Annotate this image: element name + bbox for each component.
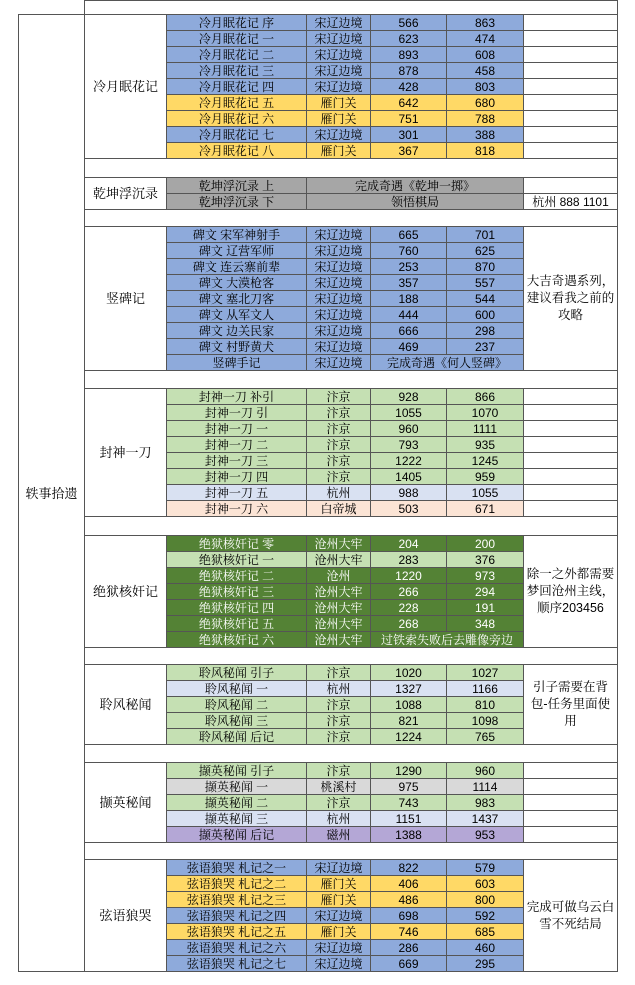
entry-y: 1070 [446,404,524,421]
entry-y: 458 [446,62,524,79]
entry-x: 1055 [370,404,447,421]
entry-name: 弦语狼哭 札记之五 [166,923,307,940]
entry-y: 1437 [446,810,524,827]
entry-name: 绝狱核奸记 二 [166,567,307,584]
entry-name: 弦语狼哭 札记之三 [166,891,307,908]
entry-name: 封神一刀 六 [166,500,307,517]
entry-place: 沧州大牢 [306,631,371,648]
header-blank-row [84,0,618,15]
group-note: 除一之外都需要梦回沧州主线，顺序203456 [523,535,618,648]
note-cell [523,142,618,159]
entry-place: 汴京 [306,728,371,745]
entry-x: 822 [370,859,447,876]
entry-x: 988 [370,484,447,501]
entry-y: 603 [446,875,524,892]
entry-x: 1220 [370,567,447,584]
entry-y: 788 [446,110,524,127]
note-cell [523,484,618,501]
separator-row [84,842,618,860]
entry-place: 磁州 [306,826,371,843]
entry-place: 桃溪村 [306,778,371,795]
entry-y: 959 [446,468,524,485]
entry-name: 碑文 从军文人 [166,306,307,323]
entry-x: 1224 [370,728,447,745]
group-label: 撷英秘闻 [84,762,167,843]
entry-y: 863 [446,14,524,31]
note-cell [523,810,618,827]
entry-extra: 杭州 888 1101 [523,193,618,210]
entry-y: 1111 [446,420,524,437]
entry-x: 1222 [370,452,447,469]
note-cell [523,46,618,63]
separator-row [84,370,618,389]
entry-y: 608 [446,46,524,63]
entry-place: 汴京 [306,468,371,485]
entry-place: 宋辽边境 [306,126,371,143]
entry-name: 撷英秘闻 后记 [166,826,307,843]
note-cell [523,78,618,95]
entry-y: 671 [446,500,524,517]
entry-name: 撷英秘闻 引子 [166,762,307,779]
entry-x: 286 [370,939,447,956]
entry-x: 1020 [370,664,447,681]
entry-place: 沧州大牢 [306,535,371,552]
root-label: 轶事拾遗 [18,14,85,972]
entry-x: 1388 [370,826,447,843]
separator-row [84,209,618,227]
note-cell [523,388,618,405]
entry-x: 301 [370,126,447,143]
entry-place: 汴京 [306,420,371,437]
entry-place: 雁门关 [306,142,371,159]
entry-x: 793 [370,436,447,453]
entry-place: 汴京 [306,436,371,453]
entry-name: 封神一刀 四 [166,468,307,485]
entry-x: 698 [370,907,447,924]
entry-name: 弦语狼哭 札记之七 [166,955,307,972]
entry-place: 汴京 [306,712,371,729]
entry-place: 宋辽边境 [306,14,371,31]
entry-y: 348 [446,615,524,632]
entry-x: 743 [370,794,447,811]
entry-place: 汴京 [306,388,371,405]
entry-place: 汴京 [306,762,371,779]
entry-place: 杭州 [306,484,371,501]
entry-y: 544 [446,290,524,307]
entry-place: 宋辽边境 [306,226,371,243]
entry-name: 碑文 大漠枪客 [166,274,307,291]
entry-name: 封神一刀 一 [166,420,307,437]
entry-x: 1405 [370,468,447,485]
entry-name: 冷月眠花记 三 [166,62,307,79]
entry-place: 宋辽边境 [306,78,371,95]
group-note: 完成可做乌云白雪不死结局 [523,859,618,972]
entry-name: 聆风秘闻 二 [166,696,307,713]
entry-y: 1245 [446,452,524,469]
entry-name: 封神一刀 三 [166,452,307,469]
entry-name: 乾坤浮沉录 下 [166,193,307,210]
entry-x: 751 [370,110,447,127]
entry-x: 266 [370,583,447,600]
entry-y: 191 [446,599,524,616]
entry-y: 600 [446,306,524,323]
entry-y: 701 [446,226,524,243]
entry-name: 冷月眠花记 一 [166,30,307,47]
entry-place: 宋辽边境 [306,258,371,275]
entry-y: 1027 [446,664,524,681]
entry-name: 聆风秘闻 后记 [166,728,307,745]
entry-name: 弦语狼哭 札记之六 [166,939,307,956]
note-cell [523,762,618,779]
entry-place: 汴京 [306,696,371,713]
entry-place: 雁门关 [306,110,371,127]
entry-name: 弦语狼哭 札记之四 [166,907,307,924]
note-cell [523,452,618,469]
entry-y: 685 [446,923,524,940]
entry-y: 460 [446,939,524,956]
note-cell [523,500,618,517]
entry-name: 撷英秘闻 二 [166,794,307,811]
entry-place: 宋辽边境 [306,338,371,355]
entry-name: 撷英秘闻 一 [166,778,307,795]
entry-place: 宋辽边境 [306,955,371,972]
entry-y: 1098 [446,712,524,729]
entry-x: 268 [370,615,447,632]
note-cell [523,404,618,421]
entry-place: 宋辽边境 [306,46,371,63]
entry-y: 388 [446,126,524,143]
note-cell [523,94,618,111]
entry-merged: 完成奇遇《何人竖碑》 [370,354,524,371]
entry-name: 碑文 辽营军师 [166,242,307,259]
entry-name: 碑文 村野黄犬 [166,338,307,355]
entry-place: 宋辽边境 [306,306,371,323]
entry-place: 宋辽边境 [306,242,371,259]
entry-place: 雁门关 [306,875,371,892]
separator-row [84,516,618,536]
entry-x: 642 [370,94,447,111]
note-cell [523,778,618,795]
entry-name: 冷月眠花记 序 [166,14,307,31]
entry-name: 弦语狼哭 札记之一 [166,859,307,876]
note-cell [523,177,618,194]
entry-y: 973 [446,567,524,584]
entry-x: 623 [370,30,447,47]
entry-y: 237 [446,338,524,355]
entry-x: 486 [370,891,447,908]
entry-name: 冷月眠花记 七 [166,126,307,143]
entry-name: 乾坤浮沉录 上 [166,177,307,194]
entry-name: 聆风秘闻 三 [166,712,307,729]
note-cell [523,420,618,437]
entry-place: 宋辽边境 [306,354,371,371]
group-label: 弦语狼哭 [84,859,167,972]
entry-place: 汴京 [306,404,371,421]
entry-name: 碑文 边关民家 [166,322,307,339]
entry-place: 沧州 [306,567,371,584]
entry-y: 592 [446,907,524,924]
entry-place: 杭州 [306,810,371,827]
entry-x: 1327 [370,680,447,697]
entry-name: 绝狱核奸记 一 [166,551,307,568]
entry-x: 469 [370,338,447,355]
entry-x: 928 [370,388,447,405]
note-cell [523,110,618,127]
entry-y: 870 [446,258,524,275]
entry-name: 碑文 塞北刀客 [166,290,307,307]
entry-x: 1151 [370,810,447,827]
entry-merged: 完成奇遇《乾坤一掷》 [306,177,524,194]
entry-name: 冷月眠花记 四 [166,78,307,95]
entry-name: 弦语狼哭 札记之二 [166,875,307,892]
entry-name: 冷月眠花记 二 [166,46,307,63]
entry-name: 碑文 连云寨前辈 [166,258,307,275]
entry-y: 294 [446,583,524,600]
entry-place: 宋辽边境 [306,30,371,47]
entry-x: 665 [370,226,447,243]
entry-y: 579 [446,859,524,876]
entry-place: 汴京 [306,794,371,811]
note-cell [523,30,618,47]
entry-x: 367 [370,142,447,159]
entry-name: 冷月眠花记 五 [166,94,307,111]
entry-x: 503 [370,500,447,517]
entry-x: 878 [370,62,447,79]
entry-y: 1055 [446,484,524,501]
entry-y: 557 [446,274,524,291]
group-label: 聆风秘闻 [84,664,167,745]
separator-row [84,744,618,763]
entry-name: 聆风秘闻 引子 [166,664,307,681]
entry-x: 283 [370,551,447,568]
entry-name: 冷月眠花记 八 [166,142,307,159]
separator-row [84,647,618,665]
entry-place: 雁门关 [306,891,371,908]
entry-x: 188 [370,290,447,307]
entry-name: 封神一刀 引 [166,404,307,421]
entry-y: 935 [446,436,524,453]
group-note: 引子需要在背包-任务里面使用 [523,664,618,745]
entry-y: 376 [446,551,524,568]
entry-y: 474 [446,30,524,47]
entry-x: 228 [370,599,447,616]
entry-y: 803 [446,78,524,95]
entry-place: 雁门关 [306,923,371,940]
entry-y: 295 [446,955,524,972]
note-cell [523,126,618,143]
entry-place: 宋辽边境 [306,859,371,876]
entry-x: 1290 [370,762,447,779]
entry-x: 669 [370,955,447,972]
entry-y: 866 [446,388,524,405]
entry-x: 746 [370,923,447,940]
entry-place: 沧州大牢 [306,583,371,600]
entry-name: 封神一刀 五 [166,484,307,501]
entry-x: 1088 [370,696,447,713]
entry-x: 666 [370,322,447,339]
entry-x: 760 [370,242,447,259]
entry-place: 白帝城 [306,500,371,517]
entry-name: 绝狱核奸记 三 [166,583,307,600]
entry-y: 983 [446,794,524,811]
note-cell [523,826,618,843]
entry-place: 汴京 [306,452,371,469]
group-label: 乾坤浮沉录 [84,177,167,210]
entry-place: 宋辽边境 [306,274,371,291]
entry-name: 绝狱核奸记 六 [166,631,307,648]
group-label: 封神一刀 [84,388,167,517]
entry-name: 绝狱核奸记 零 [166,535,307,552]
note-cell [523,14,618,31]
entry-name: 撷英秘闻 三 [166,810,307,827]
entry-place: 宋辽边境 [306,939,371,956]
group-label: 绝狱核奸记 [84,535,167,648]
entry-place: 雁门关 [306,94,371,111]
entry-y: 625 [446,242,524,259]
entry-x: 357 [370,274,447,291]
entry-place: 宋辽边境 [306,322,371,339]
entry-y: 800 [446,891,524,908]
entry-name: 竖碑手记 [166,354,307,371]
entry-y: 298 [446,322,524,339]
entry-y: 1166 [446,680,524,697]
entry-y: 1114 [446,778,524,795]
entry-place: 沧州大牢 [306,599,371,616]
entry-x: 406 [370,875,447,892]
entry-place: 宋辽边境 [306,62,371,79]
group-label: 冷月眠花记 [84,14,167,159]
note-cell [523,62,618,79]
entry-x: 204 [370,535,447,552]
entry-y: 200 [446,535,524,552]
entry-merged: 过铁索失败后去雕像旁边 [370,631,524,648]
entry-name: 冷月眠花记 六 [166,110,307,127]
entry-place: 沧州大牢 [306,615,371,632]
note-cell [523,436,618,453]
entry-x: 444 [370,306,447,323]
entry-x: 893 [370,46,447,63]
entry-name: 封神一刀 二 [166,436,307,453]
entry-y: 953 [446,826,524,843]
entry-place: 宋辽边境 [306,290,371,307]
note-cell [523,468,618,485]
entry-x: 821 [370,712,447,729]
entry-place: 宋辽边境 [306,907,371,924]
entry-place: 杭州 [306,680,371,697]
entry-name: 绝狱核奸记 四 [166,599,307,616]
entry-y: 810 [446,696,524,713]
group-label: 竖碑记 [84,226,167,371]
group-note: 大吉奇遇系列，建议看我之前的攻略 [523,226,618,371]
entry-y: 680 [446,94,524,111]
entry-x: 253 [370,258,447,275]
entry-place: 沧州大牢 [306,551,371,568]
entry-x: 428 [370,78,447,95]
entry-place: 汴京 [306,664,371,681]
entry-name: 聆风秘闻 一 [166,680,307,697]
entry-name: 碑文 宋军神射手 [166,226,307,243]
entry-y: 765 [446,728,524,745]
entry-merged: 领悟棋局 [306,193,524,210]
entry-x: 975 [370,778,447,795]
separator-row [84,158,618,178]
entry-y: 960 [446,762,524,779]
note-cell [523,794,618,811]
entry-y: 818 [446,142,524,159]
entry-x: 960 [370,420,447,437]
entry-name: 绝狱核奸记 五 [166,615,307,632]
entry-name: 封神一刀 补引 [166,388,307,405]
entry-x: 566 [370,14,447,31]
